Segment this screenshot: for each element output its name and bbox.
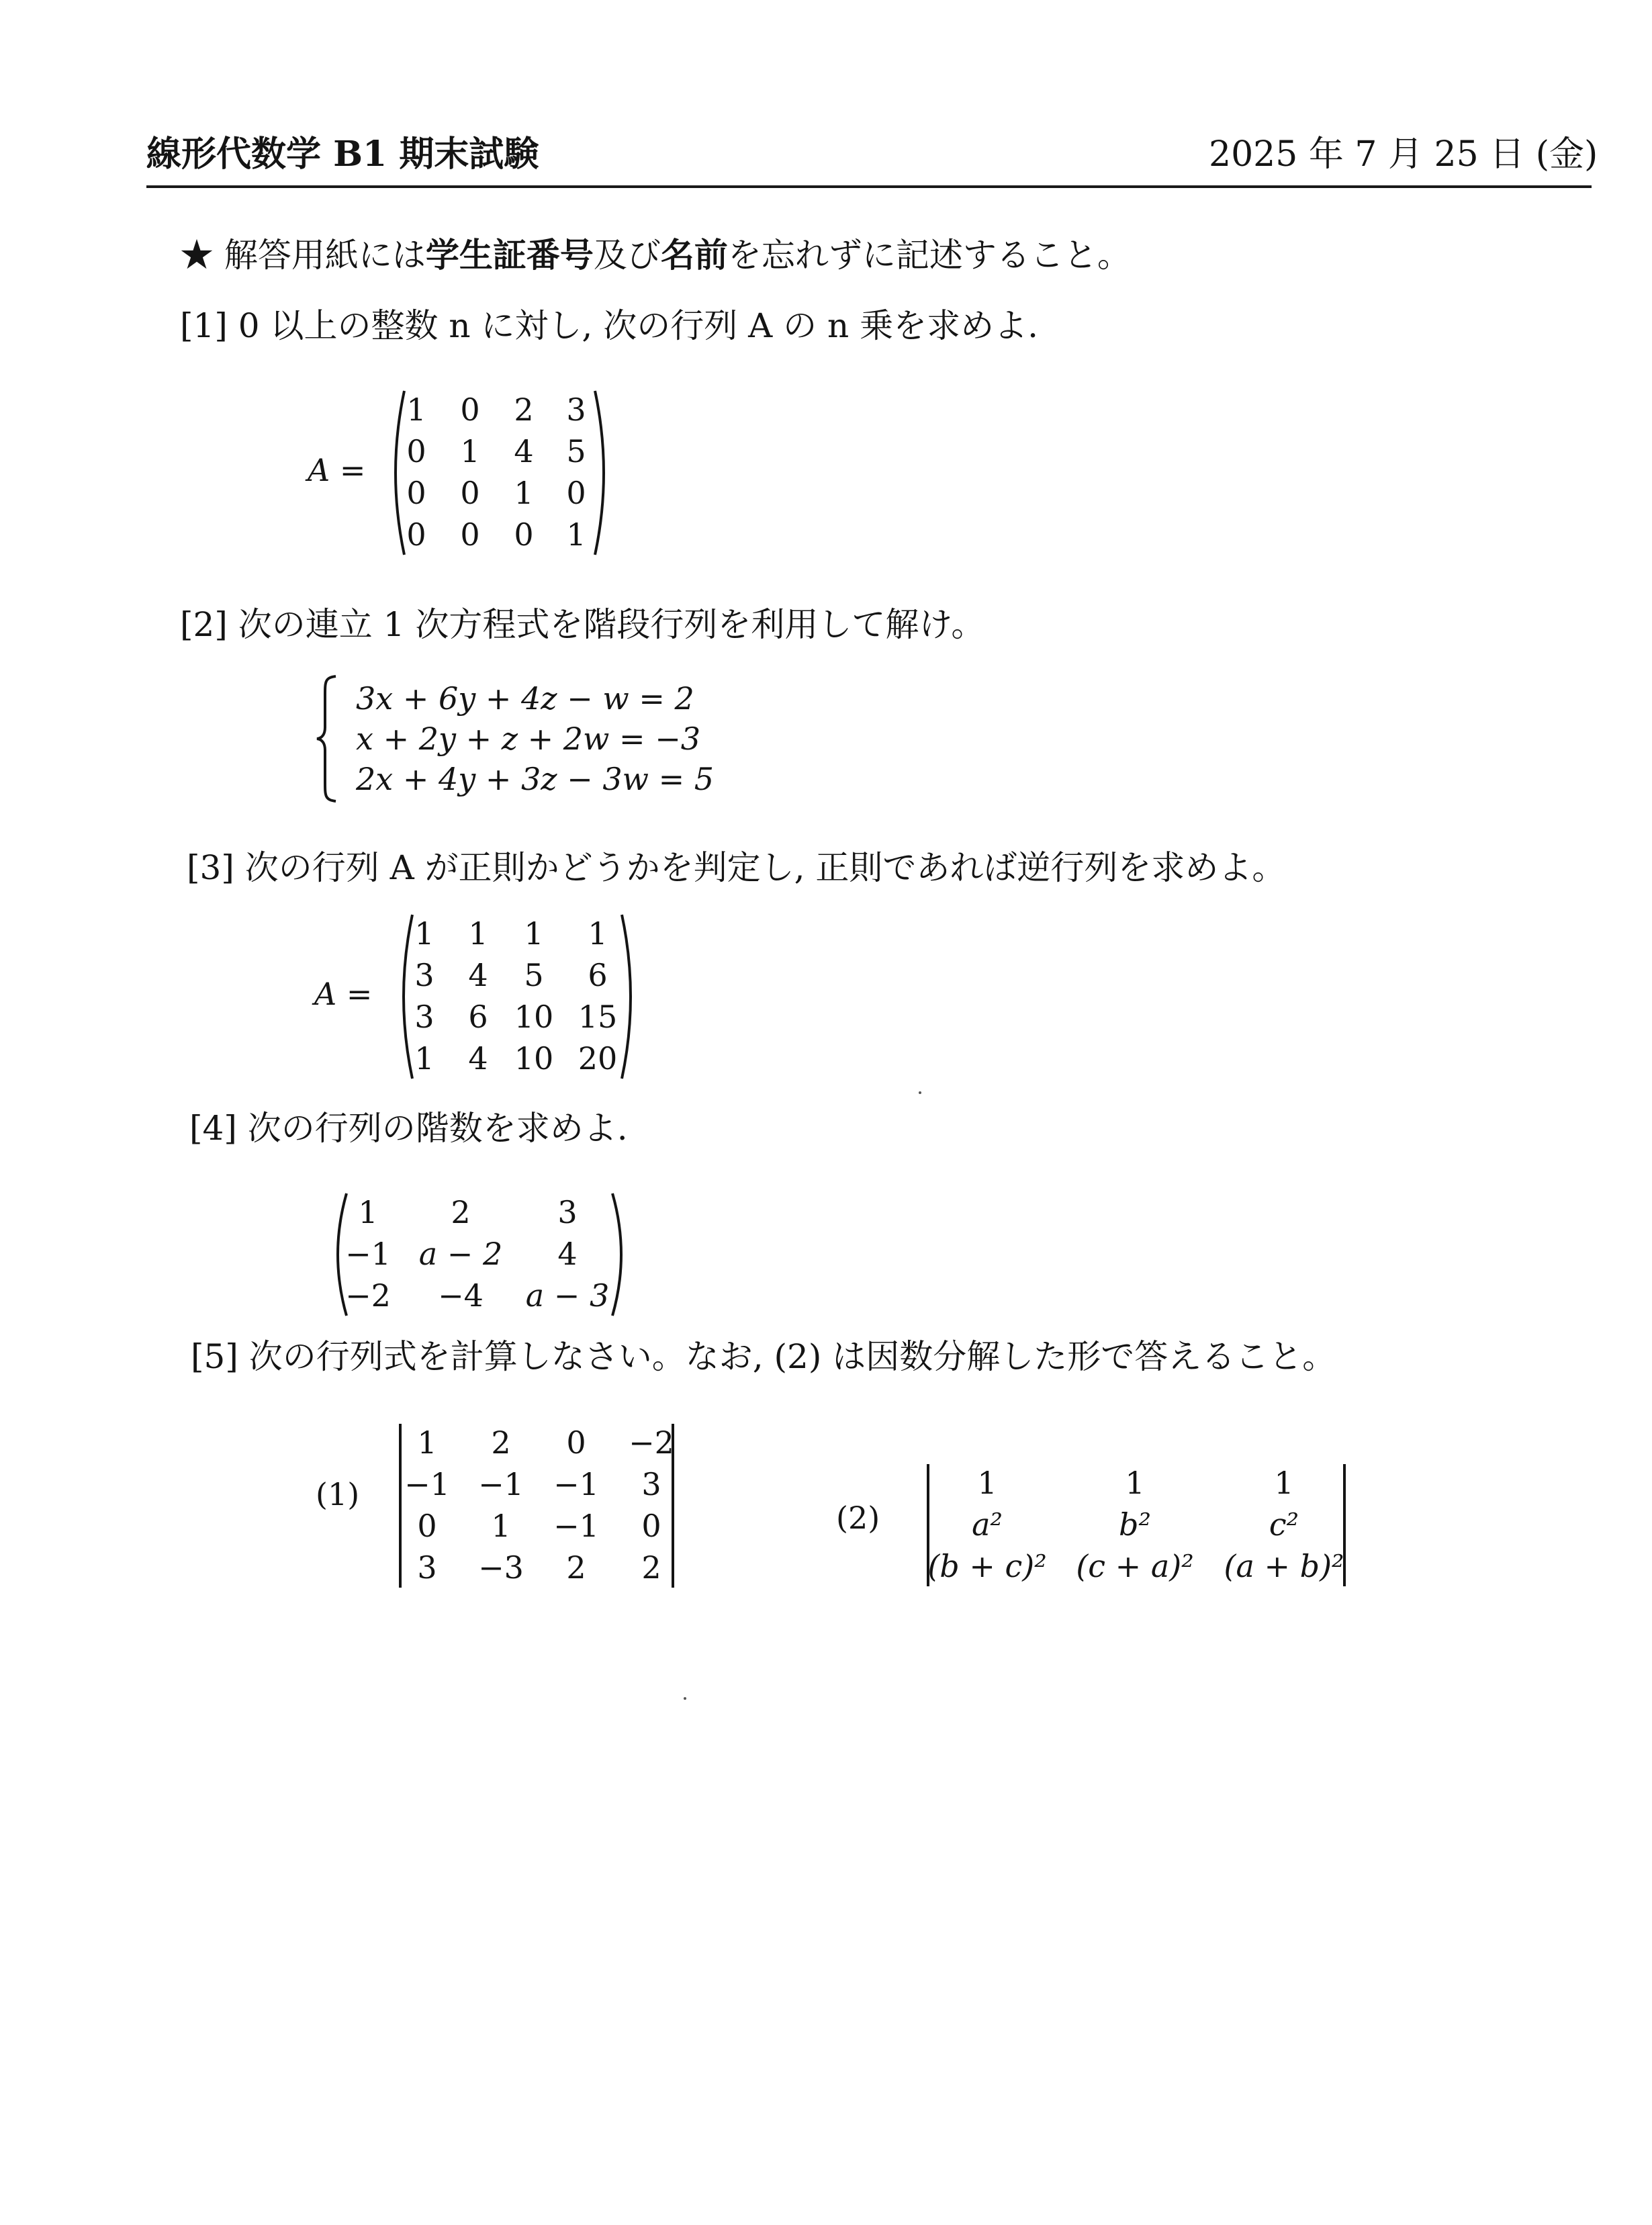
q5d2-cell-r1-c2: 1	[1125, 1465, 1145, 1501]
q5d1-cell-r4-c2: −3	[478, 1549, 524, 1586]
q5d1-cell-r3-c3: −1	[553, 1508, 599, 1544]
q5d2-cell-r3-c2: (c + a)²	[1076, 1548, 1194, 1584]
q4-statement	[189, 1108, 628, 1148]
q4m-cell-r1-c1: 1	[358, 1194, 378, 1230]
notice-text-1: 解答用紙には	[224, 236, 426, 275]
q5d1-right-bar	[665, 1422, 692, 1589]
q5d1-cell-r4-c4: 2	[641, 1549, 661, 1586]
q3m-cell-r2-c3: 5	[524, 957, 544, 993]
q1m-cell-r4-c4: 1	[566, 516, 586, 553]
notice-text-2: 及び	[593, 236, 661, 275]
q2-text: 次の連立 1 次方程式を階段行列を利用して解け。	[238, 605, 985, 644]
q5-statement	[191, 1336, 1336, 1377]
q4-text: 次の行列の階数を求めよ.	[247, 1109, 628, 1148]
q3m-cell-r1-c4: 1	[588, 915, 608, 952]
q1-text: 0 以上の整数 n に対し, 次の行列 A の n 乗を求めよ.	[238, 306, 1038, 345]
q1m-cell-r3-c2: 0	[460, 475, 480, 511]
header-rule	[146, 185, 1592, 188]
q3m-right-paren	[618, 913, 645, 1080]
q5d1-cell-r3-c2: 1	[491, 1508, 511, 1544]
q5d2-cell-r1-c1: 1	[977, 1465, 997, 1501]
notice-bold-name: 名前	[660, 235, 728, 275]
q3-text: 次の行列 A が正則かどうかを判定し, 正則であれば逆行列を求めよ。	[244, 848, 1286, 887]
q1m-cell-r4-c2: 0	[460, 516, 480, 553]
q5d1-cell-r2-c1: −1	[404, 1466, 450, 1502]
q1-statement	[180, 306, 1038, 346]
q3m-cell-r4-c2: 4	[468, 1040, 488, 1077]
q5d1-cell-r1-c4: −2	[629, 1424, 674, 1461]
q5-sub1-label: (1)	[316, 1476, 360, 1512]
q1-number: [1]	[180, 306, 228, 345]
q3m-cell-r4-c1: 1	[414, 1040, 434, 1077]
q1m-cell-r2-c2: 1	[460, 433, 480, 469]
q1m-cell-r4-c3: 0	[514, 516, 534, 553]
q5d1-cell-r1-c3: 0	[566, 1424, 586, 1461]
q3-number: [3]	[187, 848, 234, 887]
q1m-right-paren	[591, 390, 618, 556]
q5d2-cell-r3-c1: (b + c)²	[927, 1548, 1047, 1584]
q3m-cell-r3-c4: 15	[578, 999, 618, 1035]
scan-speck	[684, 1697, 686, 1700]
q5d1-cell-r2-c4: 3	[641, 1466, 661, 1502]
q1m-cell-r1-c1: 1	[406, 392, 426, 428]
q4m-cell-r2-c2: a − 2	[418, 1236, 503, 1272]
q4m-cell-r1-c2: 2	[451, 1194, 471, 1230]
q1m-cell-r1-c2: 0	[460, 392, 480, 428]
q5-text: 次の行列式を計算しなさい。なお, (2) は因数分解した形で答えること。	[248, 1337, 1336, 1376]
q3-statement	[187, 848, 1285, 888]
exam-date: 2025 年 7 月 25 日 (金)	[1209, 134, 1598, 175]
q3m-cell-r2-c4: 6	[588, 957, 608, 993]
q1m-cell-r2-c1: 0	[406, 433, 426, 469]
q5d2-cell-r2-c1: a²	[972, 1506, 1003, 1543]
q5d1-cell-r1-c1: 1	[417, 1424, 437, 1461]
star-icon: ★	[180, 236, 214, 275]
q5d1-cell-r1-c2: 2	[491, 1424, 511, 1461]
q5d2-right-bar	[1336, 1463, 1363, 1588]
q5d2-cell-r2-c2: b²	[1119, 1506, 1151, 1543]
q1m-cell-r2-c4: 5	[566, 433, 586, 469]
q5-sub2-label: (2)	[836, 1500, 880, 1536]
q1m-cell-r1-c3: 2	[514, 392, 534, 428]
q5-number: [5]	[191, 1337, 238, 1376]
q1m-cell-r2-c3: 4	[514, 433, 534, 469]
q4m-cell-r3-c3: a − 3	[525, 1277, 610, 1314]
q5d1-cell-r4-c3: 2	[566, 1549, 586, 1586]
q3m-cell-r3-c3: 10	[514, 999, 554, 1035]
notice-line	[180, 235, 1131, 275]
q4m-cell-r2-c3: 4	[557, 1236, 578, 1272]
q2-number: [2]	[180, 605, 228, 644]
q5d2-cell-r1-c3: 1	[1274, 1465, 1294, 1501]
exam-title: 線形代数学 B1 期末試験	[146, 134, 539, 175]
q4-number: [4]	[189, 1109, 237, 1148]
q2-statement	[180, 604, 984, 645]
q1m-left-paren	[384, 390, 411, 556]
q5d2-cell-r2-c3: c²	[1269, 1506, 1299, 1543]
q2-system-brace	[316, 675, 342, 803]
q3m-cell-r3-c2: 6	[468, 999, 488, 1035]
q5d1-cell-r4-c1: 3	[417, 1549, 437, 1586]
q2-equation-1: 3x + 6y + 4z − w = 2	[356, 680, 694, 717]
q2-equation-2: x + 2y + z + 2w = −3	[356, 721, 701, 757]
q3m-cell-r1-c1: 1	[414, 915, 434, 952]
q5d2-left-bar	[920, 1463, 947, 1588]
q3m-cell-r4-c3: 10	[514, 1040, 554, 1077]
q3m-cell-r4-c4: 20	[578, 1040, 618, 1077]
q3m-cell-r1-c2: 1	[468, 915, 488, 952]
q1m-cell-r4-c1: 0	[406, 516, 426, 553]
q3m-cell-r2-c2: 4	[468, 957, 488, 993]
notice-text-3: を忘れずに記述すること。	[727, 236, 1131, 275]
q4m-cell-r2-c1: −1	[345, 1236, 391, 1272]
q5d1-cell-r2-c3: −1	[553, 1466, 599, 1502]
q3m-cell-r2-c1: 3	[414, 957, 434, 993]
q1m-cell-r3-c1: 0	[406, 475, 426, 511]
q4m-cell-r3-c2: −4	[438, 1277, 484, 1314]
q3m-cell-r1-c3: 1	[524, 915, 544, 952]
q5d1-cell-r3-c4: 0	[641, 1508, 661, 1544]
notice-bold-student-id: 学生証番号	[425, 235, 594, 275]
q5d1-cell-r2-c2: −1	[478, 1466, 524, 1502]
q2-equation-3: 2x + 4y + 3z − 3w = 5	[356, 761, 715, 797]
q1m-cell-r3-c3: 1	[514, 475, 534, 511]
q3m-left-paren	[392, 913, 419, 1080]
q5d2-cell-r3-c3: (a + b)²	[1224, 1548, 1344, 1584]
q5d1-cell-r3-c1: 0	[417, 1508, 437, 1544]
q3-lhs: A =	[314, 976, 373, 1012]
q5d1-left-bar	[392, 1422, 419, 1589]
q4m-cell-r3-c1: −2	[345, 1277, 391, 1314]
q3m-cell-r3-c1: 3	[414, 999, 434, 1035]
scan-speck	[919, 1091, 921, 1094]
q4m-right-paren	[608, 1192, 635, 1317]
q1-lhs: A =	[308, 452, 366, 488]
q4m-cell-r1-c3: 3	[557, 1194, 578, 1230]
q4m-left-paren	[326, 1192, 353, 1317]
q1m-cell-r1-c4: 3	[566, 392, 586, 428]
q1m-cell-r3-c4: 0	[566, 475, 586, 511]
